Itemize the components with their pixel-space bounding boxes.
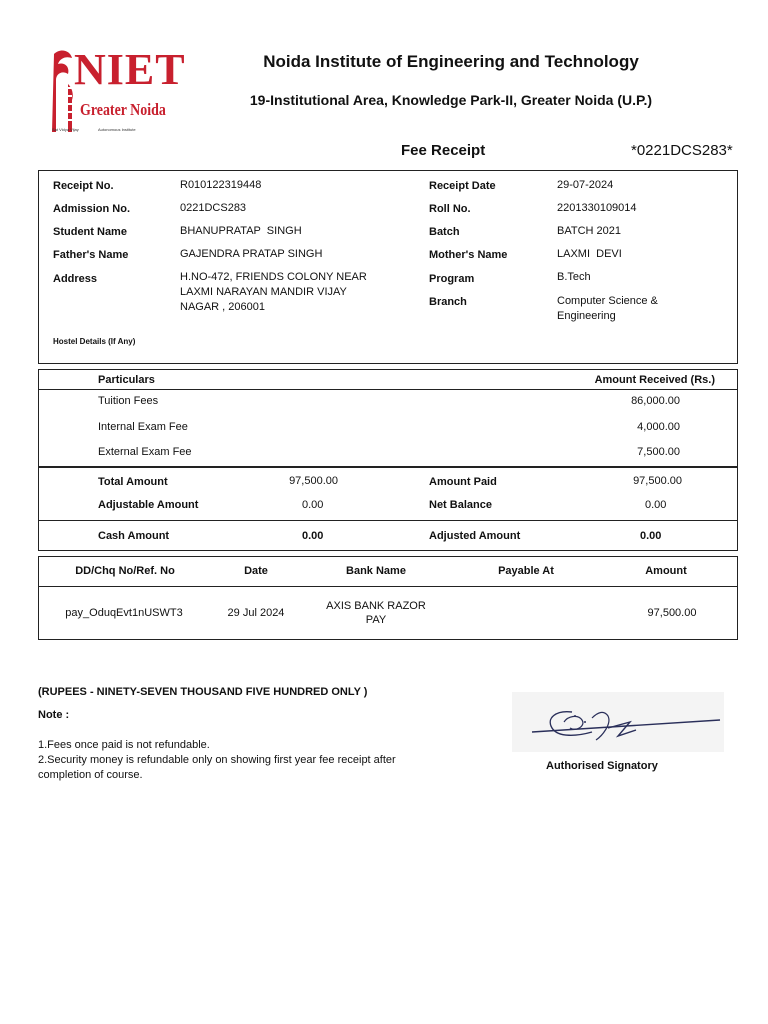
receipt-no-value: R010122319448 [180, 179, 262, 191]
branch-label: Branch [429, 296, 467, 308]
payment-date: 29 Jul 2024 [227, 607, 285, 619]
logo-location: Greater Noida [80, 100, 166, 119]
fee-item-name: Tuition Fees [98, 395, 159, 407]
logo-tagline-right: Autonomous Institute [98, 127, 136, 132]
student-info-box [38, 170, 738, 364]
total-amount-value: 97,500.00 [289, 475, 338, 487]
net-balance-value: 0.00 [645, 499, 667, 511]
branch-line2: Engineering [557, 310, 616, 322]
note-line2: 2.Security money is refundable only on showing first year fee receipt after [38, 754, 396, 766]
note-line1: 1.Fees once paid is not refundable. [38, 739, 210, 751]
authorised-signatory: Authorised Signatory [546, 760, 658, 772]
cash-amount-value: 0.00 [302, 530, 324, 542]
roll-no-label: Roll No. [429, 203, 471, 215]
amount-paid-value: 97,500.00 [633, 475, 682, 487]
note-line3: completion of course. [38, 769, 143, 781]
logo-tagline-left: Sat Vidya Vijay [52, 127, 79, 132]
logo-name: NIET [74, 45, 186, 94]
address-line2: LAXMI NARAYAN MANDIR VIJAY [180, 286, 347, 298]
signature-image [512, 692, 724, 752]
branch-line1: Computer Science & [557, 295, 658, 307]
fee-item-amount: 86,000.00 [631, 395, 680, 407]
payment-bank-line1: AXIS BANK RAZOR [326, 600, 426, 612]
payment-bank-line2: PAY [365, 614, 387, 626]
institute-name: Noida Institute of Engineering and Technology [263, 52, 639, 71]
father-name-value: GAJENDRA PRATAP SINGH [180, 248, 323, 260]
fee-item-name: External Exam Fee [98, 446, 192, 458]
note-label: Note : [38, 709, 70, 721]
payment-header-date: Date [244, 565, 268, 577]
payment-header-ref: DD/Chq No/Ref. No [75, 565, 175, 577]
address-line3: NAGAR , 206001 [180, 301, 265, 313]
student-name-label: Student Name [53, 226, 127, 238]
payment-ref: pay_OduqEvt1nUSWT3 [65, 607, 183, 619]
payment-header-amount: Amount [645, 565, 687, 577]
batch-value: BATCH 2021 [557, 225, 621, 237]
receipt-no-label: Receipt No. [53, 180, 114, 192]
batch-label: Batch [429, 226, 460, 238]
adjusted-amount-value: 0.00 [640, 530, 662, 542]
signature-icon [512, 692, 724, 752]
address-label: Address [53, 273, 98, 285]
receipt-date-value: 29-07-2024 [557, 179, 614, 191]
address-line1: H.NO-472, FRIENDS COLONY NEAR [180, 271, 367, 283]
payment-header-bank: Bank Name [346, 565, 406, 577]
father-name-label: Father's Name [53, 249, 129, 261]
amount-in-words: (RUPEES - NINETY-SEVEN THOUSAND FIVE HUNDRED ONLY ) [38, 686, 368, 698]
program-label: Program [429, 273, 475, 285]
amount-paid-label: Amount Paid [429, 476, 497, 488]
adjusted-amount-label: Adjusted Amount [429, 530, 521, 542]
total-amount-label: Total Amount [98, 476, 168, 488]
document-title: Fee Receipt [401, 142, 486, 159]
mother-name-value: LAXMI DEVI [557, 248, 622, 260]
mother-name-label: Mother's Name [429, 249, 508, 261]
particulars-header: Particulars [98, 374, 155, 386]
fee-item-amount: 7,500.00 [637, 446, 680, 458]
student-name-value: BHANUPRATAP SINGH [180, 225, 302, 237]
institute-address: 19-Institutional Area, Knowledge Park-II, Greater Noida (U.P.) [249, 92, 653, 108]
fee-item-amount: 4,000.00 [637, 421, 680, 433]
adjustable-amount-value: 0.00 [302, 499, 324, 511]
adjustable-amount-label: Adjustable Amount [98, 499, 199, 511]
payment-amount: 97,500.00 [647, 607, 697, 619]
admission-no-label: Admission No. [53, 203, 131, 215]
roll-no-value: 2201330109014 [557, 202, 637, 214]
net-balance-label: Net Balance [429, 499, 492, 511]
admission-no-value: 0221DCS283 [180, 202, 247, 214]
program-value: B.Tech [557, 271, 591, 283]
fee-item-name: Internal Exam Fee [98, 421, 188, 433]
document-code: *0221DCS283* [631, 142, 733, 159]
receipt-date-label: Receipt Date [429, 180, 496, 192]
payment-header-payable: Payable At [498, 565, 554, 577]
amount-header: Amount Received (Rs.) [594, 374, 715, 386]
cash-amount-label: Cash Amount [98, 530, 170, 542]
hostel-label: Hostel Details (If Any) [53, 337, 136, 346]
